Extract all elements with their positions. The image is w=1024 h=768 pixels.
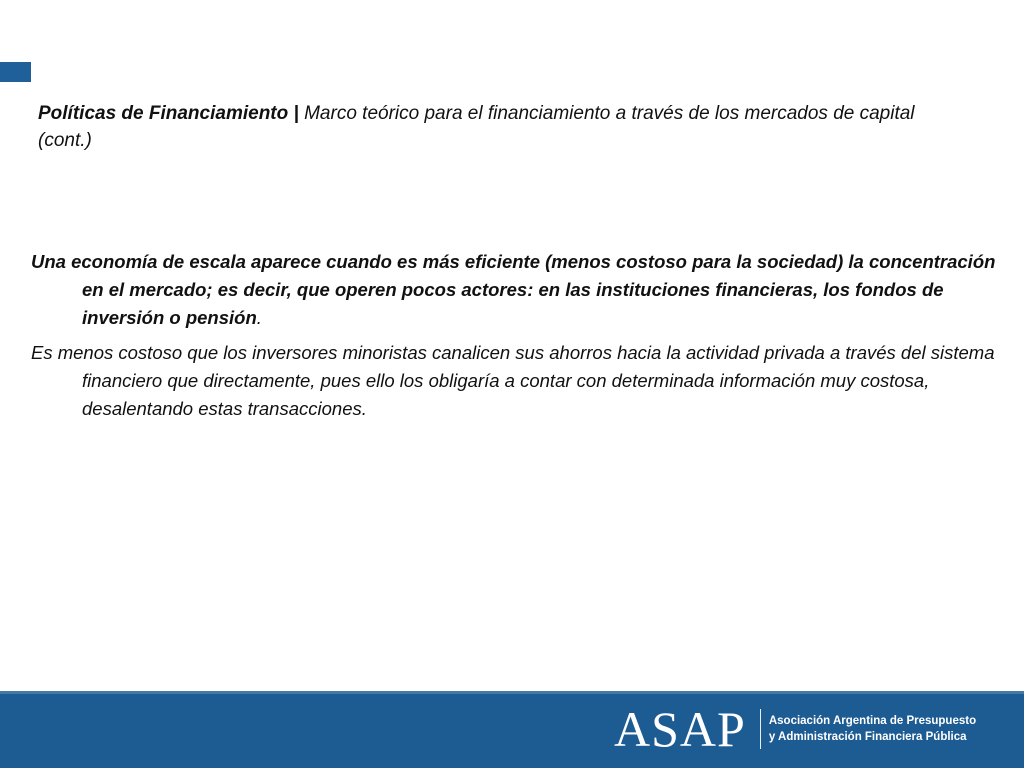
slide-title [38,100,958,154]
logo-wordmark: ASAP [614,701,746,757]
accent-square [0,62,31,82]
org-name-line-2: y Administración Financiera Pública [768,731,967,743]
org-name-line-1: Asociación Argentina de Presupuesto [768,715,977,727]
title-bold-part: Políticas de Financiamiento | [38,103,299,124]
logo-divider [760,709,761,749]
organization-name [769,713,976,745]
paragraph-1-text: Una economía de escala aparece cuando es más eficiente (menos costoso para la sociedad) la concentración en el mercado; es decir, que operen pocos actores: en las instituciones financieras, los fondos de inversión o pensión [31,251,996,328]
paragraph-1-period: . [256,307,262,328]
footer-bar [0,691,1024,768]
paragraph-retail-investors: Es menos costoso que los inversores minoristas canalicen sus ahorros hacia la actividad privada a través del sistema financiero que directamente, pues ello los obligaría a contar con determinada información muy costosa, desalentando estas transacciones. [31,342,995,419]
paragraph-economy-of-scale [31,248,1006,332]
title-rest: Marco teórico para el financiamiento a través de los mercados de capital (cont.) [38,103,915,151]
asap-logo [614,703,976,755]
slide-body [31,248,1006,430]
